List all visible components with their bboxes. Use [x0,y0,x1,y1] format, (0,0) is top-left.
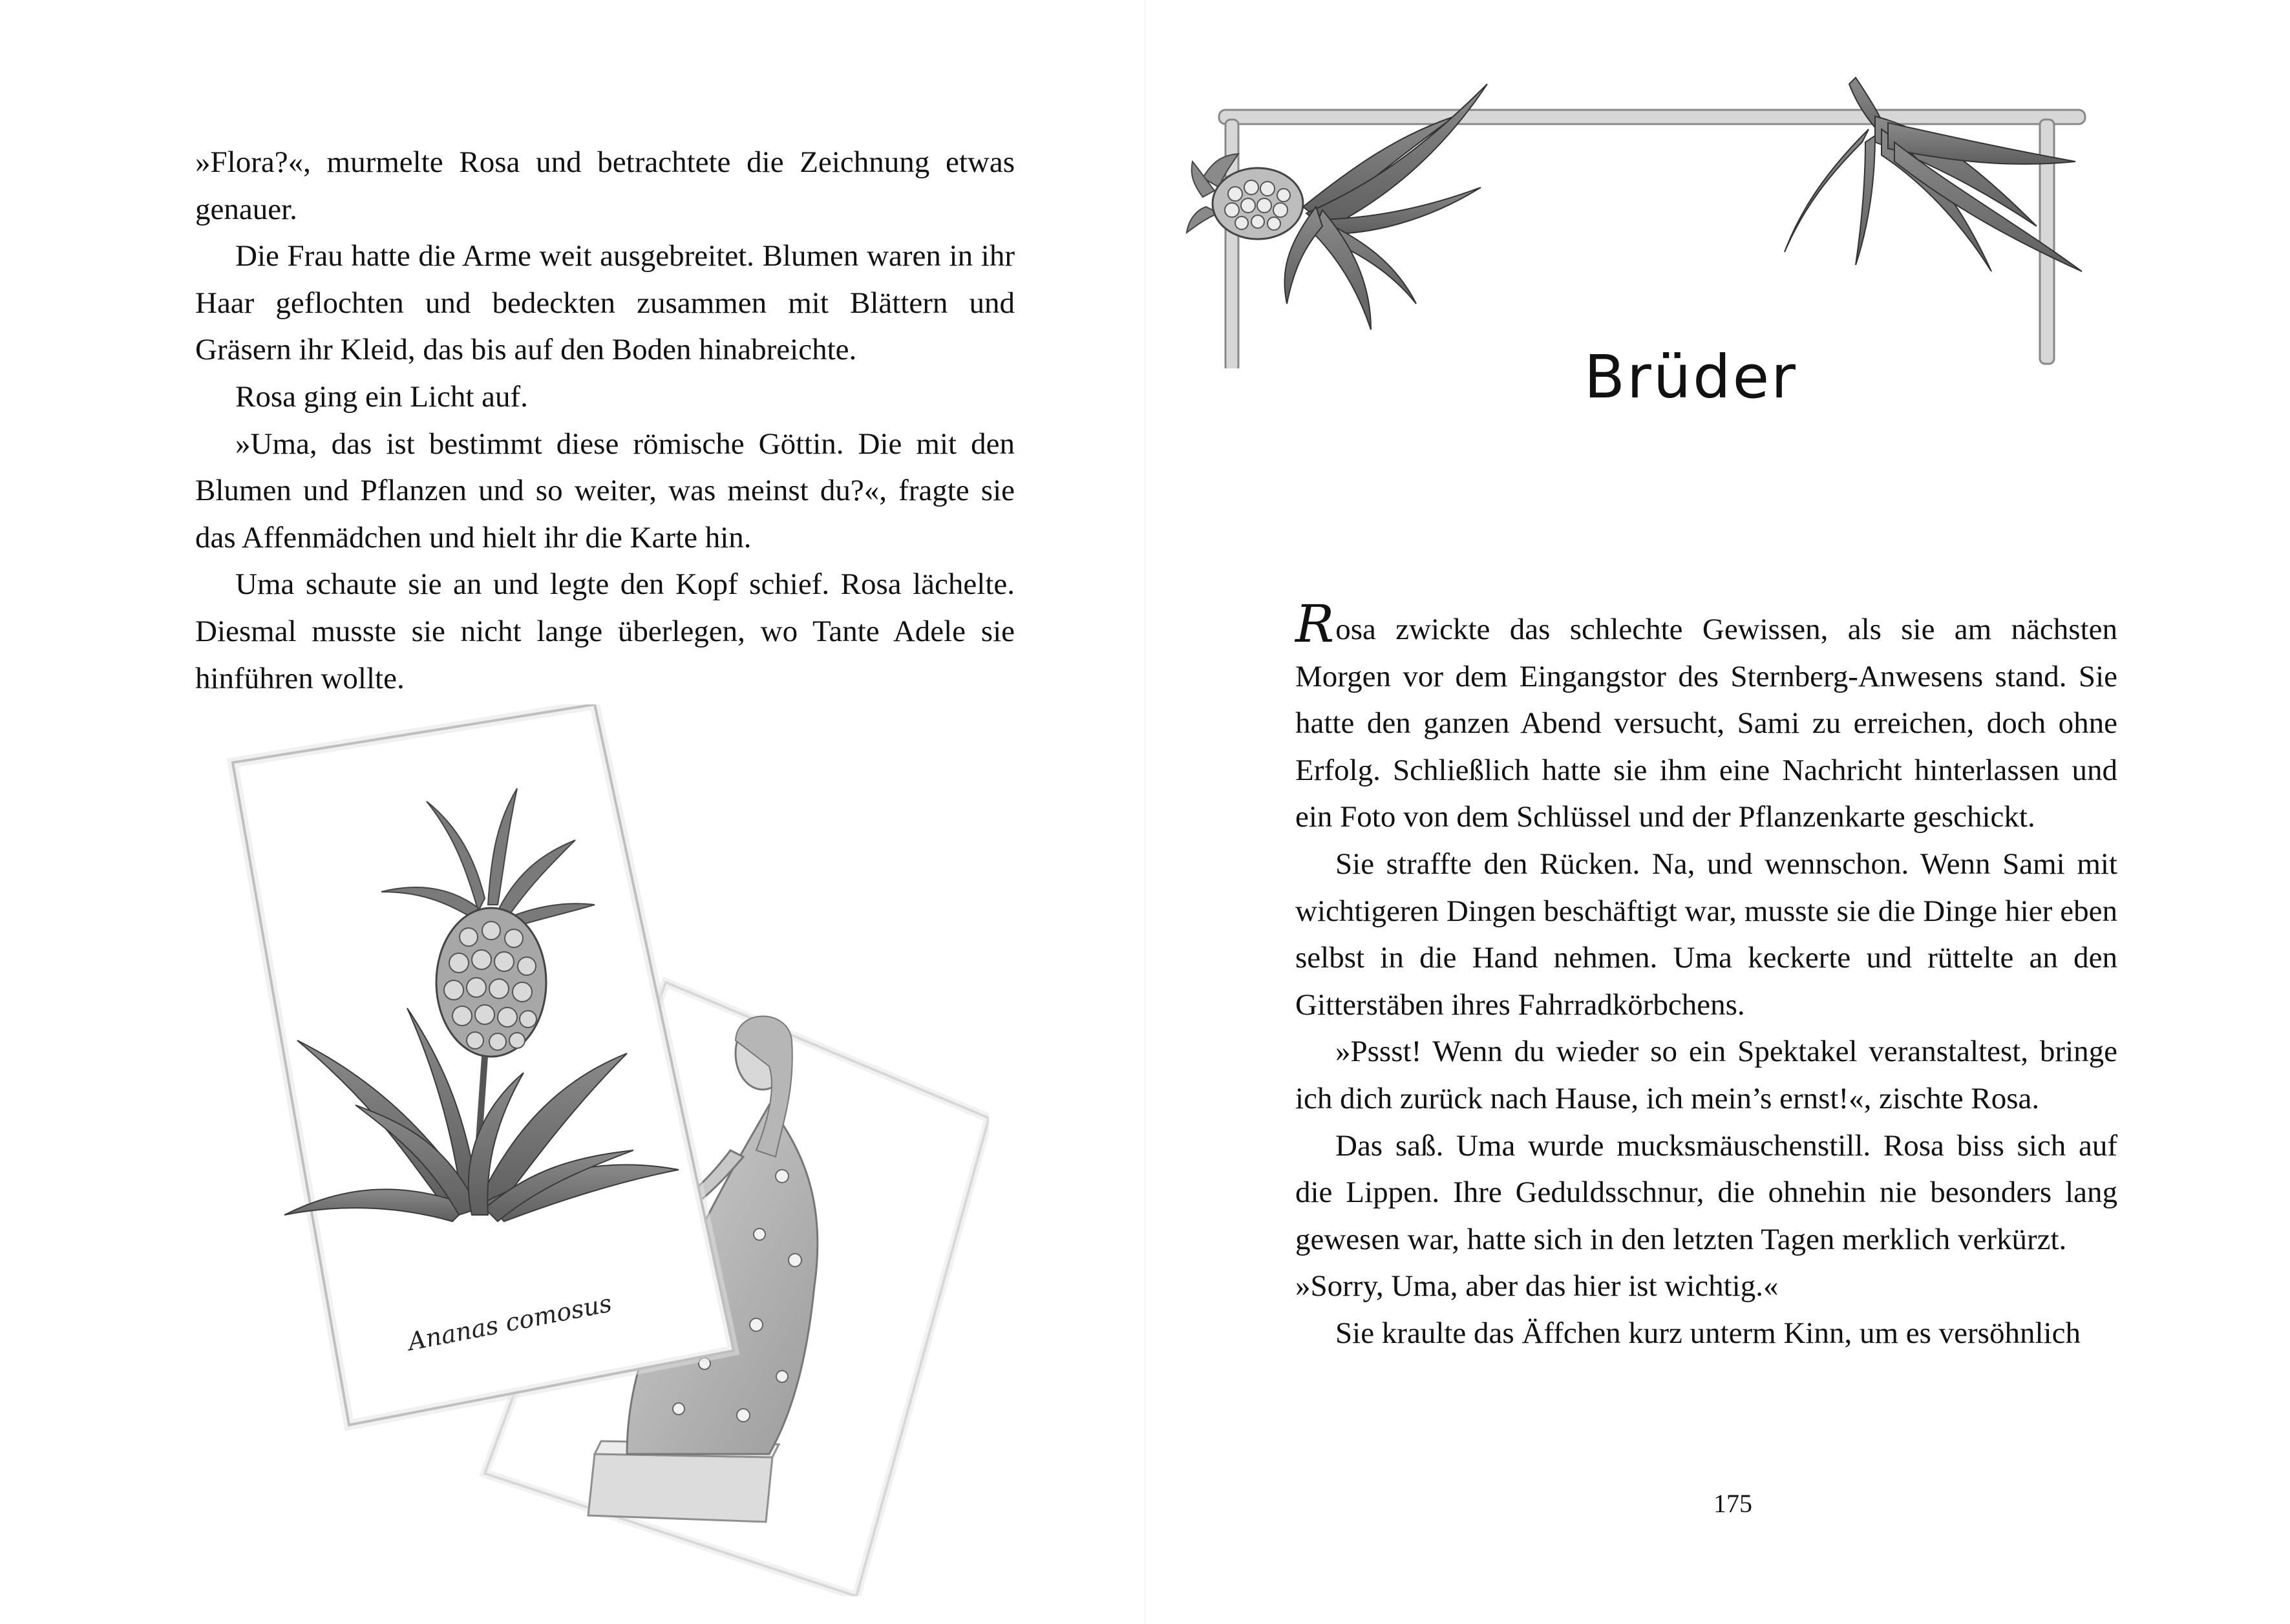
pineapple-icon [1187,154,1303,239]
paragraph: Das saß. Uma wurde mucksmäuschenstill. Rosa biss sich auf die Lippen. Ihre Geduldsschnur, die ohnehin nie besonders lang gewesen war, hatte sich in den letzten Tagen merklich verkürzt. [1295,1128,2117,1256]
leaf-cluster-right [1785,78,2082,271]
paragraph: »Uma, das ist bestimmt diese römische Göttin. Die mit den Blumen und Pflanzen und so weiter, was meinst du?«, fragte sie das Affenmädchen und hielt ihr die Karte hin. [195,427,1015,554]
paragraph: Uma schaute sie an und legte den Kopf schief. Rosa lächelte. Diesmal musste sie nicht lange überlegen, wo Tante Adele sie hinführen wollte. [195,567,1015,695]
page-number: 175 [1713,1489,1752,1518]
card-label: Ananas comosus [405,1289,614,1356]
paragraph [1295,594,2117,841]
right-page-text [1295,594,2117,1357]
pineapple-branch-ornament [1183,58,2088,368]
paragraph: Rosa ging ein Licht auf. [235,379,528,414]
pineapple-card [233,704,734,1425]
paragraph-text: osa zwickte das schlechte Gewissen, als sie am nächsten Morgen vor dem Eingangstor des Sternberg-Anwesens stand. Sie hatte den ganzen Abend versucht, Sami zu erreichen, doch ohne Erfolg. Schließlich hatte sie ihm eine Nachricht hinterlassen und ein Foto von dem Schlüssel und der Pflanzenkarte geschickt. [1295,613,2117,834]
paragraph: »Sorry, Uma, aber das hier ist wichtig.« [1295,1269,1779,1303]
cards-illustration [213,704,989,1596]
paragraph: Sie straffte den Rücken. Na, und wennschon. Wenn Sami mit wichtigeren Dingen beschäftigt war, musste sie die Dinge hier eben selbst in die Hand nehmen. Uma keckerte und rüttelte an den Gitterstäben ihres Fahrradkörbchens. [1295,847,2117,1022]
paragraph: »Pssst! Wenn du wieder so ein Spektakel veranstaltest, bringe ich dich zurück nach Hause, ich mein’s ernst!«, zischte Rosa. [1295,1035,2117,1115]
paragraph: Die Frau hatte die Arme weit ausgebreitet. Blumen waren in ihr Haar geflochten und bedeckten zusammen mit Blättern und Gräsern ihr Kleid, das bis auf den Boden hinabreichte. [195,239,1015,367]
left-page-text [195,139,1015,702]
right-page [1145,0,2290,1624]
paragraph: Sie kraulte das Äffchen kurz unterm Kinn, um es versöhnlich [1335,1316,2081,1350]
paragraph: »Flora?«, murmelte Rosa und betrachtete die Zeichnung etwas genauer. [195,145,1015,226]
dropcap: R [1295,594,1335,654]
chapter-title: Brüder [1584,343,1797,412]
